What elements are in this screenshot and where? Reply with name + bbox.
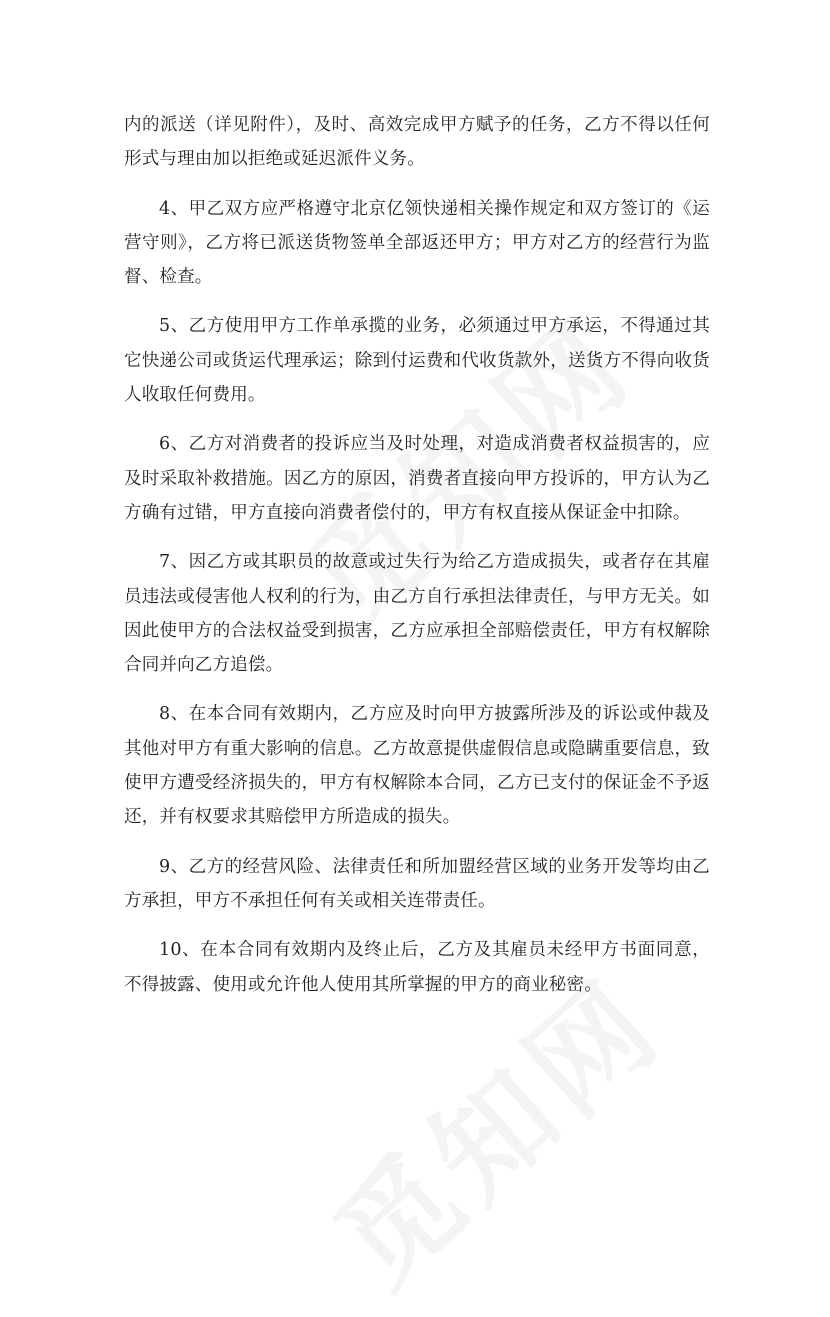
clause-9: 9、乙方的经营风险、法律责任和所加盟经营区域的业务开发等均由乙方承担，甲方不承担任何有关或相关连带责任。	[124, 856, 710, 911]
clause-6: 6、乙方对消费者的投诉应当及时处理，对造成消费者权益损害的，应及时采取补救措施。因乙方的原因，消费者直接向甲方投诉的，甲方认为乙方确有过错，甲方直接向消费者偿付的，甲方有权直接从保证金中扣除。	[124, 434, 710, 523]
clause-7: 7、因乙方或其职员的故意或过失行为给乙方造成损失，或者存在其雇员违法或侵害他人权利的行为，由乙方自行承担法律责任，与甲方无关。如因此使甲方的合法权益受到损害，乙方应承担全部赔偿责任，甲方有权解除合同并向乙方追偿。	[124, 552, 710, 676]
clause-8: 8、在本合同有效期内，乙方应及时向甲方披露所涉及的诉讼或仲裁及其他对甲方有重大影响的信息。乙方故意提供虚假信息或隐瞒重要信息，致使甲方遭受经济损失的，甲方有权解除本合同，乙方已支付的保证金不予返还，并有权要求其赔偿甲方所造成的损失。	[124, 704, 710, 828]
clause-10: 10、在本合同有效期内及终止后，乙方及其雇员未经甲方书面同意，不得披露、使用或允许他人使用其所掌握的甲方的商业秘密。	[124, 940, 710, 995]
clause-4: 4、甲乙双方应严格遵守北京亿领快递相关操作规定和双方签订的《运营守则》，乙方将已派送货物签单全部返还甲方；甲方对乙方的经营行为监督、检查。	[124, 198, 710, 288]
paragraph-continuation: 内的派送（详见附件），及时、高效完成甲方赋予的任务，乙方不得以任何形式与理由加以拒绝或延迟派件义务。	[124, 115, 710, 170]
clause-5: 5、乙方使用甲方工作单承揽的业务，必须通过甲方承运，不得通过其它快递公司或货运代理承运；除到付运费和代收货款外，送货方不得向收货人收取任何费用。	[124, 316, 710, 406]
document-body	[124, 108, 710, 1002]
